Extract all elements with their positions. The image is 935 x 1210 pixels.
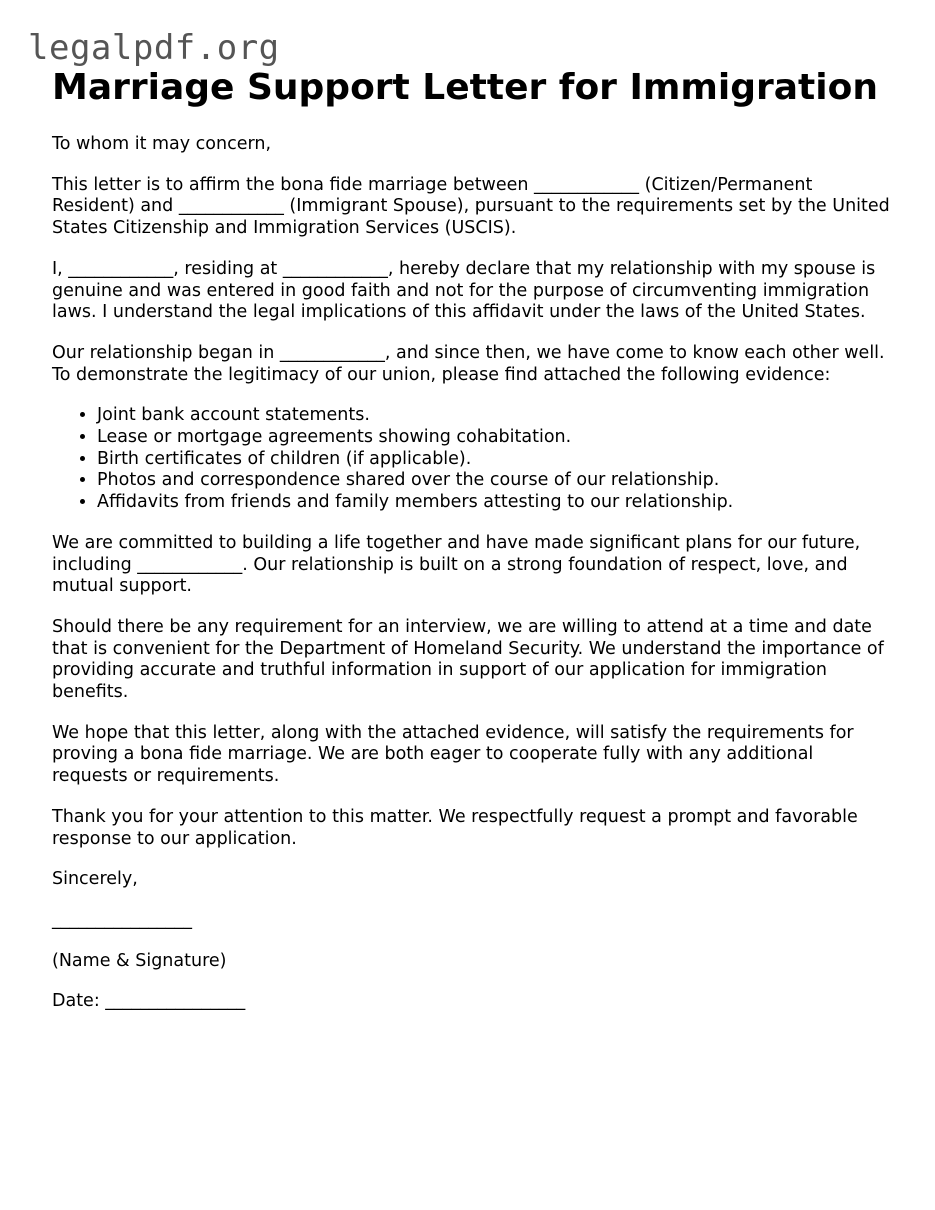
- evidence-list: [52, 405, 892, 514]
- evidence-item: • Photos and correspondence shared over the course of our relationship.: [97, 470, 892, 492]
- evidence-item: • Lease or mortgage agreements showing cohabitation.: [97, 427, 892, 449]
- signature-line: ________________: [52, 909, 192, 930]
- letter-document: [52, 66, 892, 1032]
- paragraph-thanks: Thank you for your attention to this matter. We respectfully request a prompt and favorable response to our application.: [52, 806, 858, 849]
- paragraph-relationship-start: Our relationship began in ____________, and since then, we have come to know each other well. To demonstrate the legitimacy of our union, please find attached the following evidence:: [52, 342, 885, 385]
- paragraph-marriage-affirmation: This letter is to affirm the bona fide marriage between ____________ (Citizen/Permanent Resident) and ____________ (Immigrant Spouse), pursuant to the requirements set by the United States Citizenship and Immigration Services (USCIS).: [52, 174, 890, 239]
- watermark: legalpdf.org: [28, 28, 280, 68]
- paragraph-evidence-hope: We hope that this letter, along with the attached evidence, will satisfy the requirements for proving a bona fide marriage. We are both eager to cooperate fully with any additional requests or requirements.: [52, 722, 854, 787]
- paragraph-commitment: We are committed to building a life together and have made significant plans for our future, including ____________. Our relationship is built on a strong foundation of respect, love, and mutual support.: [52, 532, 861, 597]
- paragraph-declaration: I, ____________, residing at ____________, hereby declare that my relationship with my spouse is genuine and was entered in good faith and not for the purpose of circumventing immigration laws. I understand the legal implications of this affidavit under the laws of the United States.: [52, 258, 876, 323]
- evidence-item: • Joint bank account statements.: [97, 405, 892, 427]
- evidence-item: • Birth certificates of children (if applicable).: [97, 449, 892, 471]
- evidence-item: • Affidavits from friends and family members attesting to our relationship.: [97, 492, 892, 514]
- date-line: Date: ________________: [52, 991, 246, 1012]
- document-title: Marriage Support Letter for Immigration: [52, 67, 878, 108]
- closing: Sincerely,: [52, 869, 138, 890]
- signature-caption: (Name & Signature): [52, 950, 227, 971]
- paragraph-interview: Should there be any requirement for an interview, we are willing to attend at a time and date that is convenient for the Department of Homeland Security. We understand the importance of providing accurate and truthful information in support of our application for immigration benefits.: [52, 616, 884, 703]
- salutation: To whom it may concern,: [52, 134, 272, 154]
